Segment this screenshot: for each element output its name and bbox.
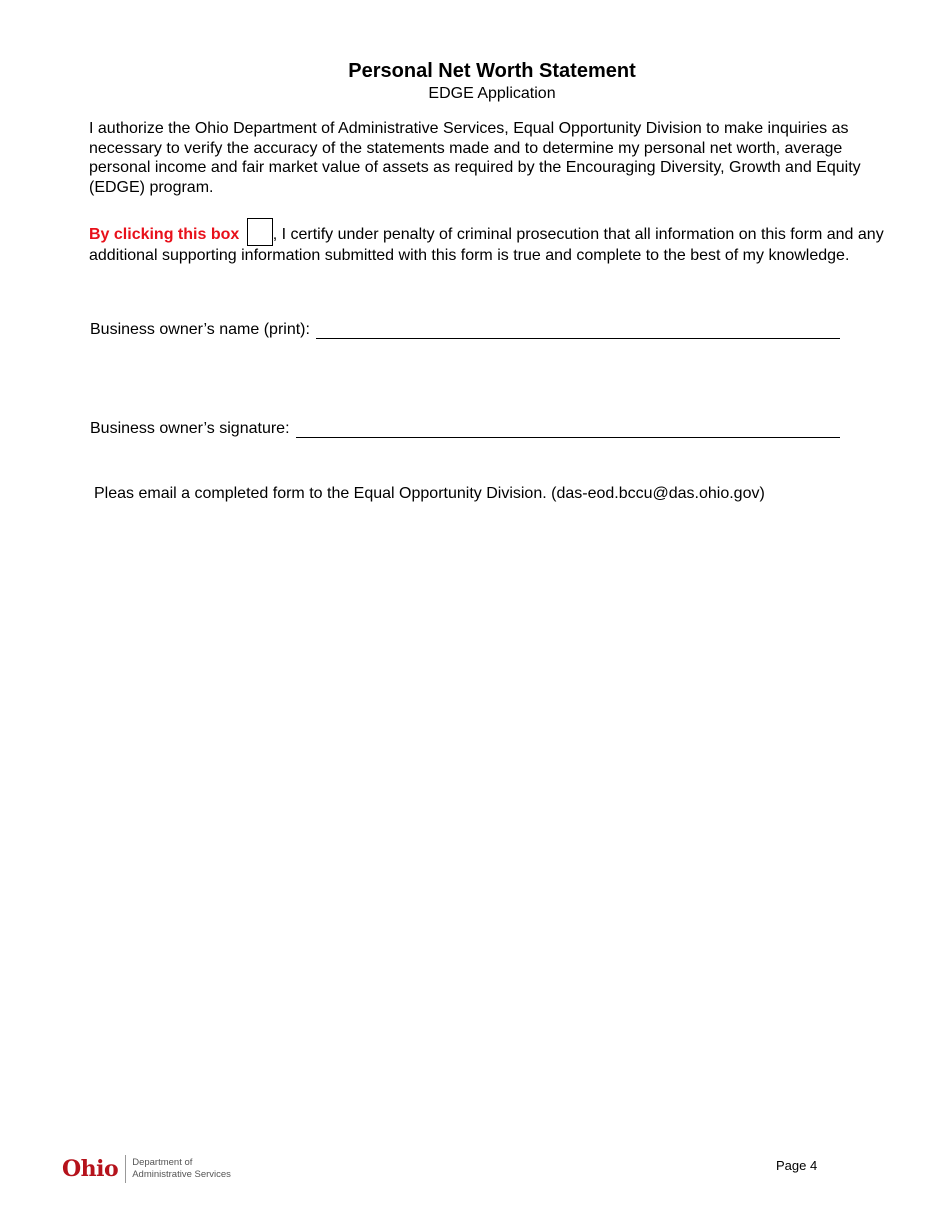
authorization-paragraph: I authorize the Ohio Department of Administrative Services, Equal Opportunity Division to make inquiries as necessary to verify the accuracy of the statements made and to determine my personal net worth, average personal income and fair market value of assets as required by the Encouraging Diversity, Growth and Equity (EDGE) program.	[89, 120, 861, 196]
page-title: Personal Net Worth Statement	[348, 60, 636, 82]
email-instruction: Pleas email a completed form to the Equal Opportunity Division. (das-eod.bccu@das.ohio.gov)	[94, 485, 765, 502]
department-line-2: Administrative Services	[132, 1169, 231, 1180]
owner-name-label: Business owner’s name (print):	[90, 321, 310, 338]
certification-paragraph	[89, 218, 885, 266]
page-subtitle: EDGE Application	[428, 85, 556, 102]
logo-divider	[125, 1155, 126, 1183]
department-line-1: Department of	[132, 1157, 193, 1168]
certify-checkbox[interactable]	[247, 218, 273, 246]
page-number: Page 4	[776, 1158, 818, 1173]
ohio-das-logo	[62, 1155, 231, 1183]
certification-lead: By clicking this box	[89, 226, 240, 243]
ohio-wordmark: Ohio	[62, 1156, 119, 1182]
department-name	[132, 1157, 231, 1181]
owner-name-field[interactable]	[316, 320, 840, 339]
owner-signature-field[interactable]	[296, 419, 840, 438]
certification-text: , I certify under penalty of criminal prosecution that all information on this form and any additional supporting information submitted with this form is true and complete to the best of my knowledge.	[89, 226, 884, 264]
owner-signature-label: Business owner’s signature:	[90, 420, 290, 437]
owner-name-row	[90, 320, 840, 339]
owner-signature-row	[90, 419, 840, 438]
